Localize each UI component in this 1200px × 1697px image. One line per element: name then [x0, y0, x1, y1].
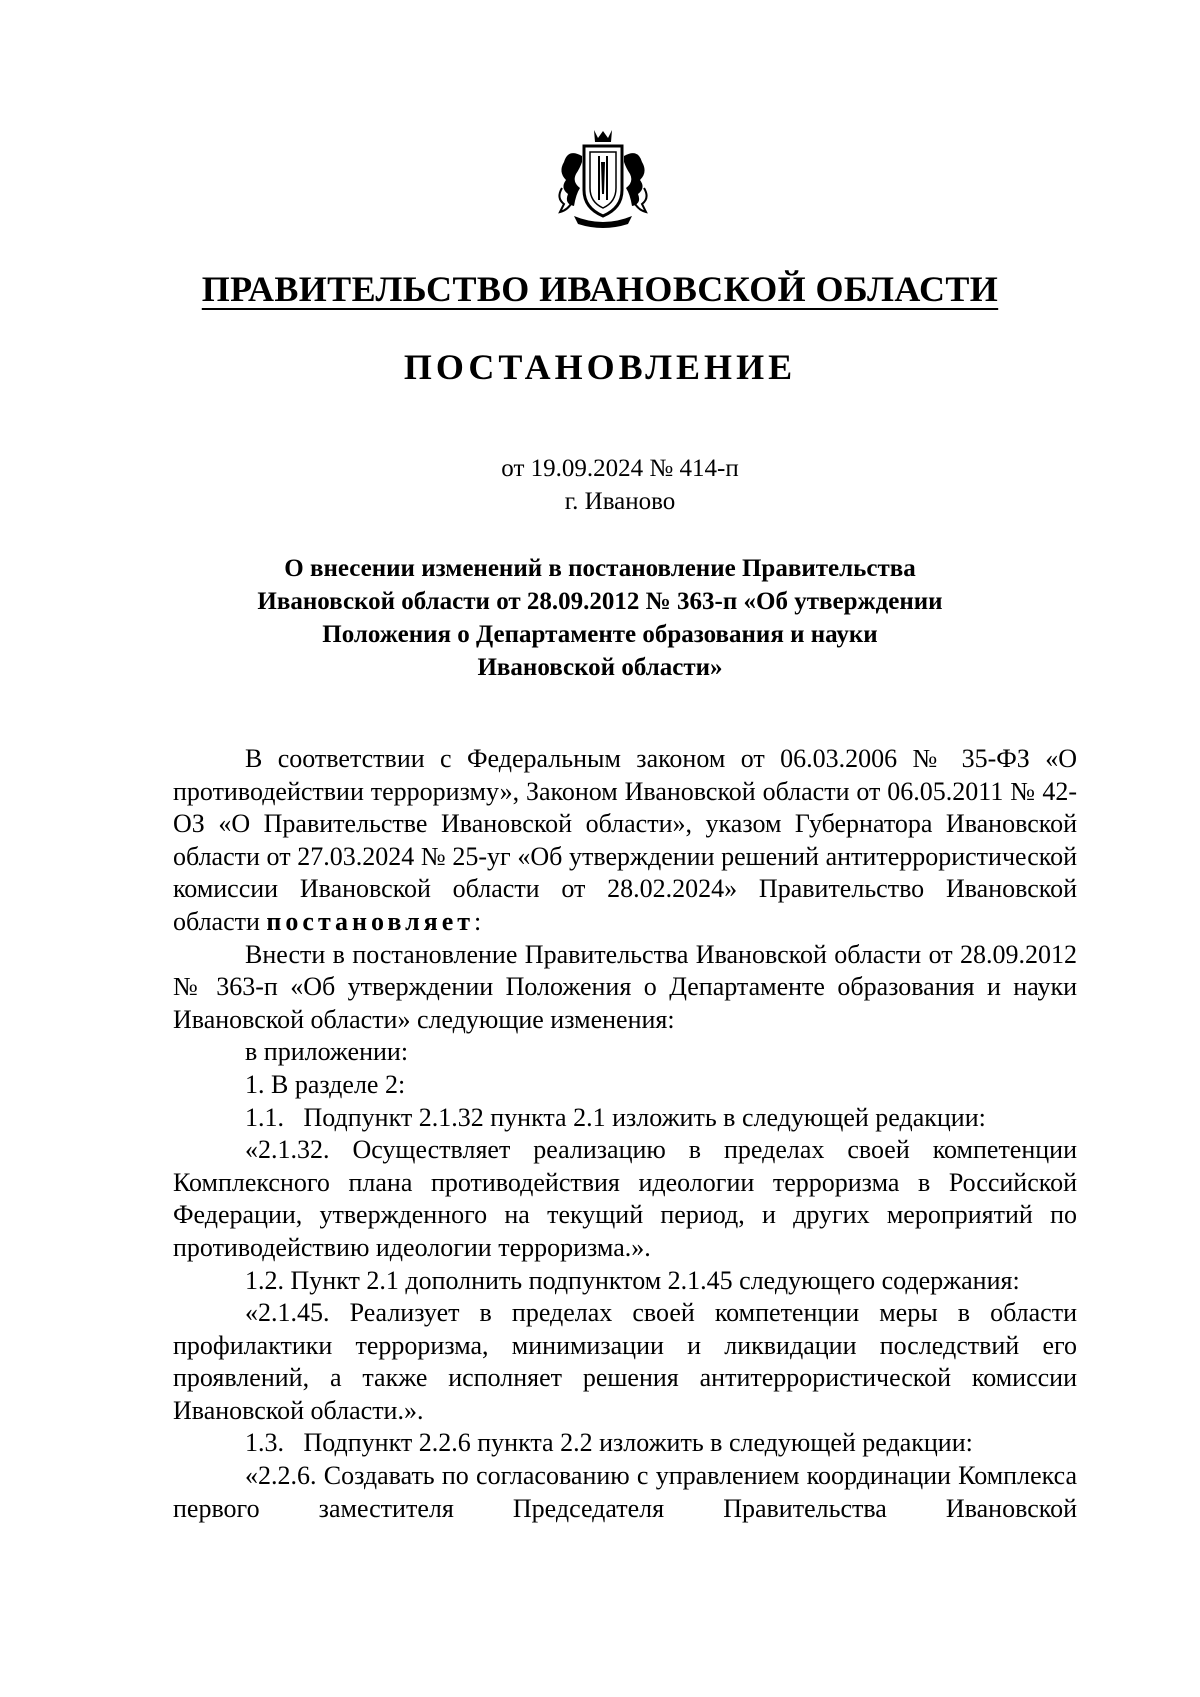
paragraph: «2.1.45. Реализует в пределах своей компетенции меры в области профилактики терроризма, минимизации и ликвидации последствий его проявлений, а также исполняет решения антитеррористической комиссии Ивановской области.».	[173, 1298, 1077, 1425]
subject-line: Ивановской области»	[477, 654, 723, 681]
paragraph: в приложении:	[245, 1037, 409, 1067]
paragraph: 1.2. Пункт 2.1 дополнить подпунктом 2.1.45 следующего содержания:	[245, 1265, 1020, 1295]
paragraph: 1.1. Подпункт 2.1.32 пункта 2.1 изложить в следующей редакции:	[245, 1102, 986, 1132]
city: г. Иваново	[564, 488, 676, 515]
resolution-keyword: постановляет	[266, 906, 475, 936]
coat-of-arms-icon	[554, 128, 652, 230]
document-type: ПОСТАНОВЛЕНИЕ	[403, 347, 797, 387]
subject-line: Положения о Департаменте образования и науки	[322, 621, 878, 648]
subject-line: Ивановской области от 28.09.2012 № 363-п «Об утверждении	[257, 588, 943, 615]
paragraph: 1.3. Подпункт 2.2.6 пункта 2.2 изложить в следующей редакции:	[245, 1428, 973, 1458]
paragraph: Внести в постановление Правительства Ивановской области от 28.09.2012 № 363-п «Об утверждении Положения о Департаменте образования и науки Ивановской области» следующие изменения:	[173, 939, 1077, 1034]
paragraph: В соответствии с Федеральным законом от 06.03.2006 № 35-ФЗ «О противодействии терроризму», Законом Ивановской области от 06.05.2011 № 42-ОЗ «О Правительстве Ивановской области», указом Губернатора Ивановской области от 27.03.2024 № 25-уг «Об утверждении решений антитеррористической комиссии Ивановской области от 28.02.2024» Правительство Ивановской области постановляет:	[173, 744, 1077, 936]
government-title: ПРАВИТЕЛЬСТВО ИВАНОВСКОЙ ОБЛАСТИ	[201, 269, 999, 309]
document-body	[173, 743, 1077, 1525]
paragraph: 1. В разделе 2:	[245, 1069, 406, 1099]
document-subject	[0, 552, 1200, 684]
paragraph: «2.2.6. Создавать по согласованию с управлением координации Комплекса первого заместителя Председателя Правительства Ивановской	[173, 1461, 1077, 1523]
paragraph: «2.1.32. Осуществляет реализацию в пределах своей компетенции Комплексного плана противодействия идеологии терроризма в Российской Федерации, утвержденного на текущий период, и других мероприятий по противодействию идеологии терроризма.».	[173, 1135, 1077, 1262]
subject-line: О внесении изменений в постановление Правительства	[284, 555, 916, 582]
date-number: от 19.09.2024 № 414-п	[501, 455, 739, 482]
